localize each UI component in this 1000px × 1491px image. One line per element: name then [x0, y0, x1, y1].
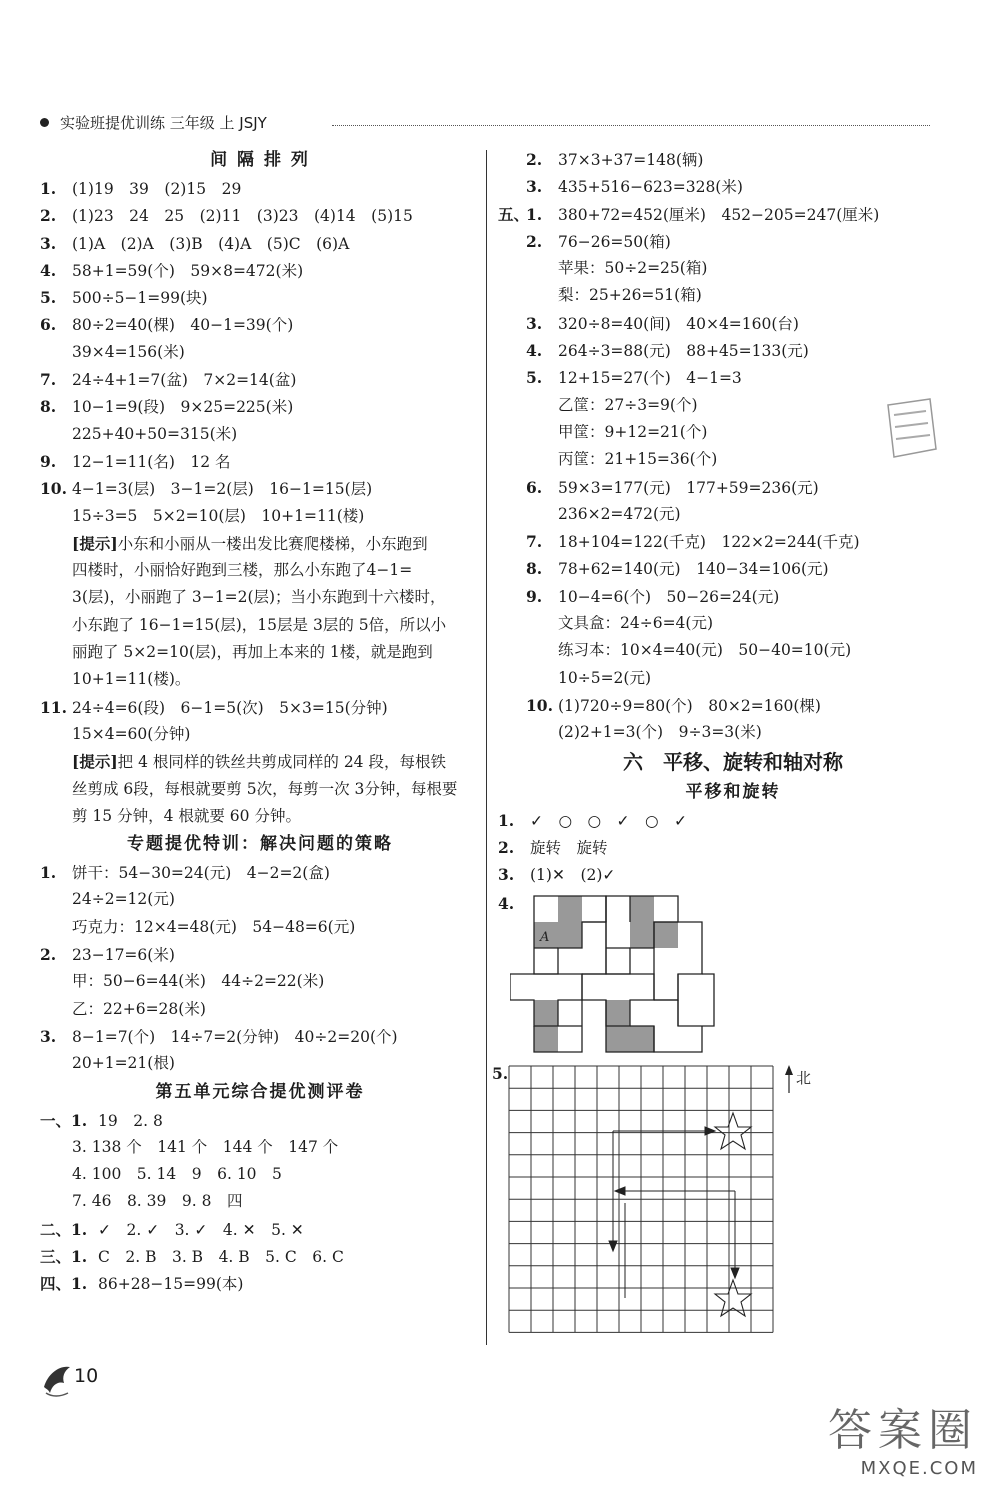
- answer-line: [498, 807, 968, 834]
- answer-text: 10−4=6(个) 50−26=24(元): [558, 587, 780, 606]
- tile-a-label: A: [540, 930, 550, 945]
- answer-line: 225+40+50=315(米): [72, 424, 238, 443]
- answer-line: (2)2+1=3(个) 9÷3=3(米): [558, 723, 762, 742]
- item-number: 4.: [526, 341, 543, 361]
- answer-line: [40, 941, 480, 968]
- answer-line: 苹果：50÷2=25(箱): [558, 259, 708, 278]
- item-number: 二、1.: [40, 1219, 88, 1239]
- section-title: 间 隔 排 列: [210, 150, 310, 170]
- answer-text: 76−26=50(箱): [558, 232, 671, 251]
- item-number: 2.: [526, 150, 543, 169]
- answer-line: 10+1=11(楼)。: [72, 670, 191, 689]
- item-number: 一、1.: [40, 1110, 88, 1130]
- item-number: 3.: [526, 177, 543, 197]
- answer-line: [40, 530, 480, 557]
- item-number: 8.: [526, 559, 543, 579]
- answer-line: 15÷3=5 5×2=10(层) 10+1=11(楼): [72, 506, 365, 525]
- answer-line: 15×4=60(分钟): [72, 724, 191, 743]
- answer-line: 乙筐：27÷3=9(个): [558, 395, 698, 414]
- section-title: 第五单元综合提优测评卷: [155, 1081, 365, 1102]
- answer-text: 78+62=140(元) 140−34=106(元): [558, 560, 829, 579]
- answer-line: 文具盒：24÷6=4(元): [558, 614, 714, 633]
- answer-text: ✓ ○ ○ ✓ ○ ✓: [530, 811, 688, 830]
- watermark-url: MXQE.COM: [860, 1458, 978, 1479]
- dolphin-logo-icon: [40, 1359, 74, 1399]
- answer-text: 59×3=177(元) 177+59=236(元): [558, 478, 819, 497]
- answer-line: 丙筐：21+15=36(个): [558, 450, 718, 469]
- answer-line: 3(层)，小丽跑了 3−1=2(层)；当小东跑到十六楼时，: [72, 588, 446, 607]
- answer-line: [40, 694, 480, 721]
- star-icon: [715, 1113, 751, 1149]
- answer-text: 86+28−15=99(本): [98, 1275, 244, 1294]
- answer-text: 4−1=3(层) 3−1=2(层) 16−1=15(层): [72, 480, 373, 499]
- answer-text: 58+1=59(个) 59×8=472(米): [72, 261, 304, 280]
- answer-line: 10÷5=2(元): [558, 668, 652, 687]
- answer-text: 饼干：54−30=24(元) 4−2=2(盒): [72, 864, 330, 883]
- answer-line: 梨：25+26=51(箱): [558, 286, 702, 305]
- answer-line: [40, 366, 480, 393]
- item-number: 1.: [526, 204, 543, 224]
- answer-line: [40, 1243, 480, 1270]
- answer-line: 巧克力：12×4=48(元) 54−48=6(元): [72, 917, 356, 936]
- grid-lines: [509, 1066, 773, 1332]
- north-arrow: [785, 1065, 811, 1093]
- answer-line: [40, 448, 480, 475]
- answer-line: [498, 173, 968, 200]
- answer-line: 7. 46 8. 39 9. 8 四: [72, 1192, 243, 1211]
- answer-line: [498, 834, 968, 861]
- answer-text: 24÷4+1=7(盆) 7×2=14(盆): [72, 371, 297, 390]
- answer-text: 380+72=452(厘米) 452−205=247(厘米): [558, 205, 880, 224]
- answer-line: [40, 230, 480, 257]
- watermark: [828, 1394, 978, 1479]
- answer-text: (1)A (2)A (3)B (4)A (5)C (6)A: [72, 234, 350, 253]
- item-number: 2.: [40, 206, 57, 226]
- answer-text: (1)✕ (2)✓: [530, 866, 616, 885]
- fig4-label: 4.: [498, 894, 515, 913]
- answer-line: [40, 257, 480, 284]
- answer-text: 24÷4=6(段) 6−1=5(次) 5×3=15(分钟): [72, 698, 388, 717]
- answer-line: 3. 138 个 141 个 144 个 147 个: [72, 1137, 339, 1156]
- answer-line: 4. 100 5. 14 9 6. 10 5: [72, 1165, 282, 1184]
- left-column: [40, 146, 480, 1298]
- answer-text: 23−17=6(米): [72, 946, 175, 965]
- answer-text: 8−1=7(个) 14÷7=2(分钟) 40÷2=20(个): [72, 1027, 398, 1046]
- column-divider: [486, 150, 487, 1345]
- answer-text: 264÷3=88(元) 88+45=133(元): [558, 342, 809, 361]
- item-number: 3.: [40, 1026, 57, 1046]
- answer-line: [498, 474, 968, 501]
- arrows: [609, 1127, 739, 1298]
- answer-line: [40, 1270, 480, 1297]
- answer-text: (1)23 24 25 (2)11 (3)23 (4)14 (5)15: [72, 207, 413, 226]
- item-number: 3.: [498, 865, 515, 885]
- answer-line: 乙：22+6=28(米): [72, 999, 206, 1018]
- answer-text: 10−1=9(段) 9×25=225(米): [72, 398, 294, 417]
- answer-text: 37×3+37=148(辆): [558, 151, 704, 169]
- tip-tag: [提示]: [72, 533, 118, 553]
- section-title: 六 平移、旋转和轴对称: [623, 749, 843, 774]
- answer-line: [40, 859, 480, 886]
- answer-text: 12−1=11(名) 12 名: [72, 452, 231, 471]
- answer-text: 435+516−623=328(米): [558, 178, 743, 197]
- answer-line: [498, 528, 968, 555]
- answer-line: 练习本：10×4=40(元) 50−40=10(元): [558, 641, 852, 660]
- answer-text: 旋转 旋转: [530, 838, 608, 857]
- header-text: 实验班提优训练 三年级 上 JSJY: [60, 114, 267, 132]
- fig5-label: 5.: [492, 1064, 509, 1083]
- item-number: 3.: [40, 233, 57, 253]
- section-number: 五、: [498, 204, 530, 224]
- answer-text: 19 2. 8: [98, 1111, 163, 1130]
- answer-line: 39×4=156(米): [72, 342, 185, 361]
- stars: [715, 1113, 751, 1316]
- page-number-block: [40, 1355, 110, 1405]
- answer-line: [498, 146, 968, 173]
- grid-figure: [505, 1063, 825, 1335]
- answer-line: [498, 861, 968, 888]
- answer-line: 小东跑了 16−1=15(层)，15层是 3层的 5倍，所以小: [72, 615, 447, 634]
- item-number: 5.: [40, 288, 57, 308]
- answer-text: (1)19 39 (2)15 29: [72, 180, 242, 198]
- answer-text: C 2. B 3. B 4. B 5. C 6. C: [98, 1247, 344, 1266]
- answer-line: [40, 202, 480, 229]
- answer-line: [40, 175, 480, 202]
- answer-line: [40, 284, 480, 311]
- answer-line: [498, 201, 968, 228]
- answer-line: 24÷2=12(元): [72, 890, 175, 909]
- item-number: 1.: [40, 179, 57, 198]
- item-number: 1.: [40, 863, 57, 883]
- answer-line: 甲：50−6=44(米) 44÷2=22(米): [72, 972, 325, 991]
- answer-line: 剪 15 分钟，4 根就要 60 分钟。: [72, 806, 301, 825]
- answer-line: [40, 311, 480, 338]
- tip-text: 小东和小丽从一楼出发比赛爬楼梯，小东跑到: [117, 534, 428, 553]
- stamp-icon: [880, 395, 942, 461]
- north-label: 北: [796, 1069, 812, 1087]
- answer-text: 18+104=122(千克) 122×2=244(千克): [558, 533, 860, 552]
- item-number: 9.: [40, 451, 57, 471]
- answer-text: 80÷2=40(棵) 40−1=39(个): [72, 316, 294, 335]
- answer-line: [498, 692, 968, 719]
- bullet-icon: [40, 118, 49, 127]
- answer-line: [498, 583, 968, 610]
- answer-line: 20+1=21(根): [72, 1054, 175, 1073]
- answer-text: 500÷5−1=99(块): [72, 289, 208, 308]
- header-rule: [332, 125, 930, 126]
- right-column: [498, 146, 968, 888]
- watermark-logo: 答案圈: [828, 1405, 978, 1456]
- answer-text: 320÷8=40(间) 40×4=160(台): [558, 314, 799, 333]
- answer-line: [498, 337, 968, 364]
- answer-line: [40, 393, 480, 420]
- answer-line: 甲筐：9+12=21(个): [558, 422, 708, 441]
- section-title: 专题提优特训：解决问题的策略: [127, 834, 393, 855]
- answer-text: ✓ 2. ✓ 3. ✓ 4. ✕ 5. ✕: [98, 1220, 304, 1239]
- answer-line: [498, 364, 968, 391]
- item-number: 6.: [40, 315, 57, 335]
- answer-line: 丽跑了 5×2=10(层)，再加上本来的 1楼，就是跑到: [72, 643, 433, 662]
- item-number: 7.: [526, 532, 543, 552]
- tip-tag: [提示]: [72, 752, 118, 772]
- item-number: 4.: [40, 260, 57, 280]
- answer-text: (1)720÷9=80(个) 80×2=160(棵): [558, 696, 821, 715]
- item-number: 1.: [498, 810, 515, 830]
- answer-line: [40, 1023, 480, 1050]
- item-number: 3.: [526, 313, 543, 333]
- item-number: 6.: [526, 477, 543, 497]
- answer-line: [498, 310, 968, 337]
- item-number: 8.: [40, 397, 57, 417]
- item-number: 2.: [526, 231, 543, 251]
- tip-text: 把 4 根同样的铁丝共剪成同样的 24 段，每根铁: [117, 753, 446, 772]
- translation-rotation-figure: [510, 893, 720, 1058]
- page-number: 10: [74, 1365, 99, 1387]
- item-number: 9.: [526, 586, 543, 606]
- answer-line: [498, 228, 968, 255]
- answer-line: [40, 748, 480, 775]
- item-number: 2.: [498, 837, 515, 857]
- item-number: 2.: [40, 945, 57, 965]
- item-number: 四、1.: [40, 1274, 88, 1294]
- answer-line: 236×2=472(元): [558, 504, 681, 523]
- item-number: 10.: [526, 695, 553, 715]
- item-number: 三、1.: [40, 1246, 88, 1266]
- answer-line: 丝剪成 6段，每根就要剪 5次，每剪一次 3分钟，每根要: [72, 779, 458, 798]
- item-number: 11.: [40, 697, 67, 717]
- item-number: 7.: [40, 370, 57, 390]
- answer-line: 四楼时，小丽恰好跑到三楼，那么小东跑了4−1=: [72, 561, 413, 580]
- running-header: [40, 112, 930, 134]
- answer-line: [40, 475, 480, 502]
- answer-text: 12+15=27(个) 4−1=3: [558, 369, 742, 388]
- answer-line: [498, 555, 968, 582]
- answer-line: [40, 1216, 480, 1243]
- item-number: 5.: [526, 368, 543, 388]
- answer-line: [40, 1107, 480, 1134]
- section-title: 平移和旋转: [685, 781, 781, 802]
- item-number: 10.: [40, 479, 67, 499]
